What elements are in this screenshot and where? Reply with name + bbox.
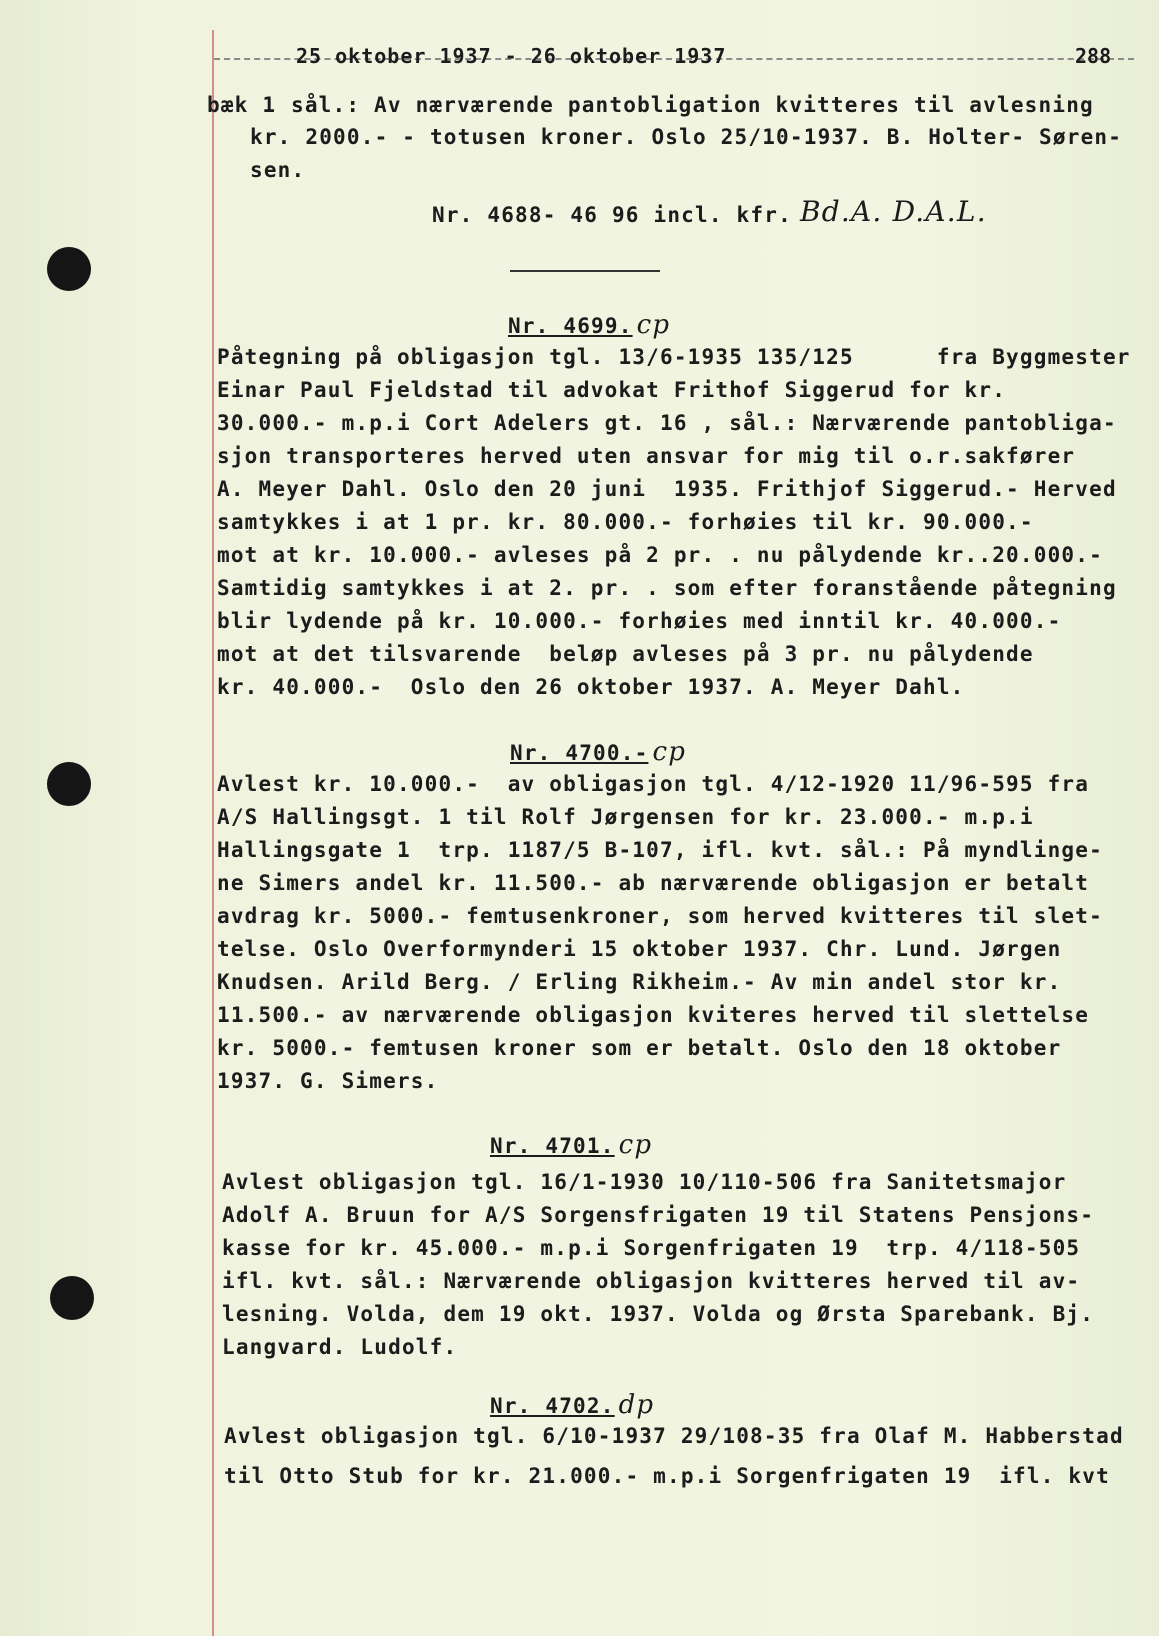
entry-line: 30.000.- m.p.i Cort Adelers gt. 16 , sål.: Nærværende pantobliga- — [217, 411, 1117, 435]
punch-hole-bottom — [50, 1276, 94, 1320]
entry-line: kr. 5000.- femtusen kroner som er betalt. Oslo den 18 oktober — [217, 1036, 1062, 1060]
punch-hole-middle — [47, 762, 91, 806]
entry-line: ifl. kvt. sål.: Nærværende obligasjon kvitteres herved til av- — [222, 1269, 1081, 1293]
entry-line: samtykkes i at 1 pr. kr. 80.000.- forhøies til kr. 90.000.- — [217, 510, 1034, 534]
entry-line: 1937. G. Simers. — [217, 1069, 439, 1093]
entry-line: Avlest obligasjon tgl. 6/10-1937 29/108-35 fra Olaf M. Habberstad — [224, 1424, 1124, 1448]
entry-line: Samtidig samtykkes i at 2. pr. . som efter foranstående påtegning — [217, 576, 1117, 600]
entry-line: kr. 40.000.- Oslo den 26 oktober 1937. A. Meyer Dahl. — [217, 675, 965, 699]
entry-number: Nr. 4700.- cp — [510, 737, 687, 767]
entry-line: Avlest obligasjon tgl. 16/1-1930 10/110-506 fra Sanitetsmajor — [222, 1170, 1067, 1194]
handwritten-mark: cp — [652, 737, 687, 767]
entry-line: A/S Hallingsgt. 1 til Rolf Jørgensen for kr. 23.000.- m.p.i — [217, 805, 1034, 829]
entry-number: Nr. 4701. cp — [490, 1130, 653, 1160]
handwritten-mark: cp — [618, 1130, 653, 1160]
handwritten-signature: Bd.A. D.A.L. — [800, 195, 987, 228]
entry-line: Knudsen. Arild Berg. / Erling Rikheim.- Av min andel stor kr. — [217, 970, 1062, 994]
continuation-line: kr. 2000.- - totusen kroner. Oslo 25/10-1937. B. Holter- Søren- — [250, 125, 1123, 149]
margin-rule — [212, 30, 214, 1636]
entry-line: A. Meyer Dahl. Oslo den 20 juni 1935. Frithjof Siggerud.- Herved — [217, 477, 1117, 501]
entry-line: Langvard. Ludolf. — [222, 1335, 458, 1359]
entry-line: til Otto Stub for kr. 21.000.- m.p.i Sorgenfrigaten 19 ifl. kvt — [224, 1464, 1110, 1488]
entry-line: Avlest kr. 10.000.- av obligasjon tgl. 4/12-1920 11/96-595 fra — [217, 772, 1090, 796]
header-dates: 25 oktober 1937 - 26 oktober 1937 — [296, 44, 727, 68]
entry-line: telse. Oslo Overformynderi 15 oktober 1937. Chr. Lund. Jørgen — [217, 937, 1062, 961]
entry-line: Einar Paul Fjeldstad til advokat Frithof Siggerud for kr. — [217, 378, 1007, 402]
range-line: Nr. 4688- 46 96 incl. kfr. — [432, 203, 792, 227]
entry-line: mot at det tilsvarende beløp avleses på 3 pr. nu pålydende — [217, 642, 1034, 666]
page-number: 288 — [1075, 44, 1112, 68]
punch-hole-top — [47, 247, 91, 291]
entry-line: blir lydende på kr. 10.000.- forhøies med inntil kr. 40.000.- — [217, 609, 1062, 633]
entry-line: Påtegning på obligasjon tgl. 13/6-1935 135/125 fra Byggmester — [217, 345, 1131, 369]
entry-line: 11.500.- av nærværende obligasjon kviteres herved til slettelse — [217, 1003, 1090, 1027]
entry-line: lesning. Volda, dem 19 okt. 1937. Volda og Ørsta Sparebank. Bj. — [222, 1302, 1095, 1326]
entry-line: mot at kr. 10.000.- avleses på 2 pr. . nu pålydende kr..20.000.- — [217, 543, 1103, 567]
entry-line: avdrag kr. 5000.- femtusenkroner, som herved kvitteres til slet- — [217, 904, 1103, 928]
entry-line: sjon transporteres herved uten ansvar for mig til o.r.sakfører — [217, 444, 1076, 468]
separator — [510, 270, 660, 272]
entry-number: Nr. 4702. dp — [490, 1390, 655, 1420]
continuation-line: sål.: Av nærværende pantobligation kvitteres til avlesning — [291, 93, 1094, 117]
handwritten-mark: cp — [636, 310, 671, 340]
entry-line: Hallingsgate 1 trp. 1187/5 B-107, ifl. kvt. sål.: På myndlinge- — [217, 838, 1103, 862]
entry-number: Nr. 4699. cp — [508, 310, 671, 340]
entry-line: kasse for kr. 45.000.- m.p.i Sorgenfrigaten 19 trp. 4/118-505 — [222, 1236, 1081, 1260]
continuation-line: sen. — [250, 158, 306, 182]
margin-label: bæk 1 — [207, 93, 277, 117]
entry-line: Adolf A. Bruun for A/S Sorgensfrigaten 19 til Statens Pensjons- — [222, 1203, 1095, 1227]
handwritten-mark: dp — [618, 1390, 655, 1420]
entry-line: ne Simers andel kr. 11.500.- ab nærværende obligasjon er betalt — [217, 871, 1090, 895]
